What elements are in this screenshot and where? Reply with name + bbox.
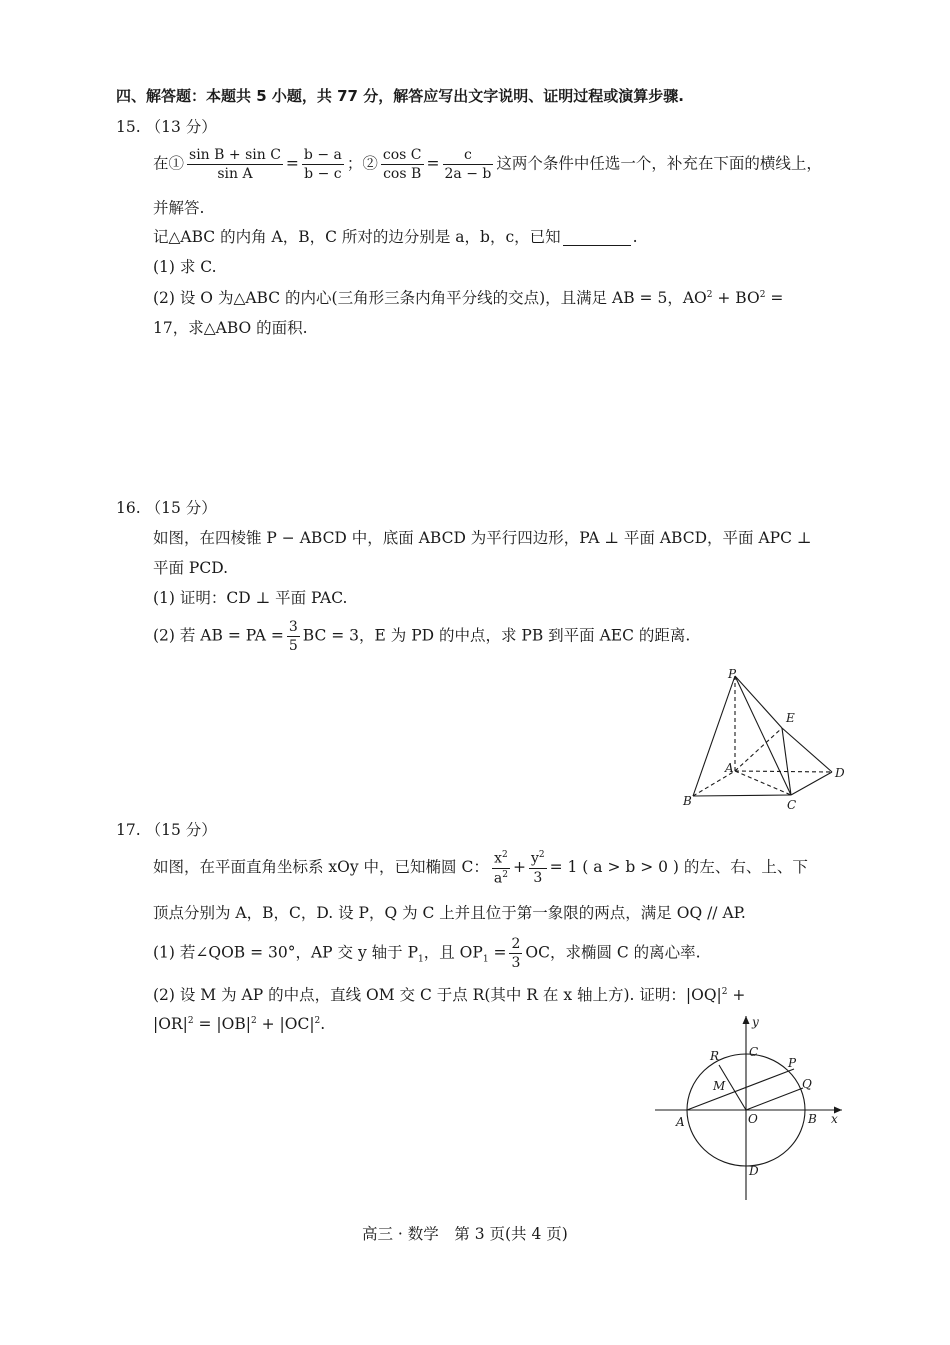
- edge-pe: [735, 676, 782, 728]
- label-b: B: [683, 794, 692, 808]
- q15-fraction-1: $\frac{\text{sin B + sin C}}{\text{sin A}}$: [189, 147, 281, 182]
- q15-part1: (1) 求 C.: [153, 258, 217, 276]
- q16-line2: 平面 PCD.: [153, 559, 229, 577]
- edge-ad: [735, 771, 832, 772]
- q15-header: [116, 120, 217, 136]
- q17-part2: (2) 设 M 为 AP 的中点，直线 OM 交 C 于点 R(其中 R 在 x 轴上方). 证明：$|OQ|^2$ +: [153, 986, 746, 1005]
- q17-points: （15 分）: [145, 821, 217, 839]
- q15-cond-prefix: 在①: [153, 154, 185, 173]
- q15-line2: 并解答.: [153, 199, 205, 217]
- q15-part2: (2) 设 O 为△ABC 的内心(三角形三条内角平分线的交点)，且满足 AB = 5，$AO^2 + BO^2$ =: [153, 289, 784, 308]
- q16-fraction: $\frac{3}{5}$: [288, 619, 298, 654]
- label-x: x: [831, 1112, 838, 1126]
- label-q: Q: [802, 1077, 812, 1091]
- label-r: R: [710, 1049, 720, 1063]
- edge-ae: [735, 728, 782, 771]
- label-c: C: [749, 1045, 759, 1059]
- label-o: O: [748, 1112, 758, 1126]
- q15-part2-line2: 17，求△ABO 的面积.: [153, 319, 308, 337]
- q15-number: 15.: [116, 118, 141, 136]
- label-y: y: [752, 1015, 759, 1029]
- q16-points: （15 分）: [145, 499, 217, 517]
- q17-header: [116, 823, 217, 839]
- label-m: M: [713, 1079, 726, 1093]
- edge-ed: [782, 728, 832, 772]
- q15-fraction-4: $\frac{c}{2a - b}$: [444, 147, 492, 182]
- q17-line2: 顶点分别为 A，B，C，D. 设 P，Q 为 C 上并且位于第一象限的两点，满足 OQ // AP.: [153, 904, 746, 922]
- edge-cd: [791, 772, 832, 795]
- q15-answer-blank: [563, 231, 631, 246]
- q17-fraction-op1: $\frac{2}{3}$: [511, 936, 521, 971]
- q17-number: 17.: [116, 821, 141, 839]
- q15-line3: 记△ABC 的内角 A，B，C 所对的边分别是 a，b，c，已知 .: [153, 228, 638, 246]
- q17-part1: (1) 若∠QOB = 30°，AP 交 y 轴于 $P_1$，且 $OP_1$ = $\frac{2}{3}$ OC，求椭圆 C 的离心率.: [153, 936, 701, 971]
- q16-line1: 如图，在四棱锥 P − ABCD 中，底面 ABCD 为平行四边形，PA ⊥ 平面 ABCD，平面 APC ⊥: [153, 529, 812, 547]
- edge-pb: [693, 676, 735, 796]
- edge-bc: [693, 795, 791, 796]
- label-d: D: [749, 1164, 759, 1178]
- q17-fraction-y: $\frac{y^2}{3}$: [530, 850, 545, 886]
- q16-header: [116, 501, 217, 517]
- q17-fraction-x: $\frac{x^2}{a^2}$: [493, 850, 508, 887]
- q16-part1: (1) 证明：CD ⊥ 平面 PAC.: [153, 589, 348, 607]
- q15-fraction-2: $\frac{b - a}{b - c}$: [303, 147, 342, 182]
- q17-line1: 如图，在平面直角坐标系 xOy 中，已知椭圆 C： $\frac{x^2}{a^2}$ + $\frac{y^2}{3}$ = 1 ( a > b > 0 ) 的左、右、上、下: [153, 850, 808, 887]
- label-c: C: [787, 798, 797, 812]
- ellipse-figure: [650, 1010, 855, 1205]
- label-p: P: [728, 667, 737, 681]
- q15-cond-suffix: 这两个条件中任选一个，补充在下面的横线上，: [496, 154, 822, 173]
- line-oq: [746, 1088, 803, 1110]
- q16-number: 16.: [116, 499, 141, 517]
- q16-part2: (2) 若 AB = PA = $\frac{3}{5}$ BC = 3，E 为 PD 的中点，求 PB 到平面 AEC 的距离.: [153, 619, 691, 654]
- label-b: B: [808, 1112, 817, 1126]
- line-ap: [687, 1069, 794, 1110]
- y-axis-arrow-icon: [743, 1016, 750, 1024]
- q15-fraction-3: $\frac{\text{cos C}}{\text{cos B}}$: [382, 147, 422, 182]
- label-a: A: [725, 761, 734, 775]
- q15-points: （13 分）: [145, 118, 217, 136]
- q17-part2-line2: $|OR|^2 = |OB|^2 + |OC|^2$.: [153, 1015, 326, 1034]
- pyramid-figure: [670, 664, 855, 816]
- q15-separator: ；②: [346, 154, 378, 173]
- label-p: P: [788, 1056, 797, 1070]
- q15-conditions: 在① $\frac{\text{sin B + sin C}}{\text{sin A}}$ = $\frac{b - a}{b - c}$ ；② $\frac{\text{cos C}}{\text{cos B}}$ = $\frac{c}{2a - b}$ 这两个条件中任选一个，补充在下面的横线上，: [153, 147, 822, 182]
- label-e: E: [786, 711, 795, 725]
- label-a: A: [676, 1115, 685, 1129]
- edge-ac: [735, 771, 791, 795]
- section-heading: 四、解答题：本题共 5 小题，共 77 分，解答应写出文字说明、证明过程或演算步骤.: [116, 87, 684, 105]
- page-footer: 高三 · 数学 第 3 页(共 4 页): [362, 1225, 568, 1243]
- label-d: D: [835, 766, 845, 780]
